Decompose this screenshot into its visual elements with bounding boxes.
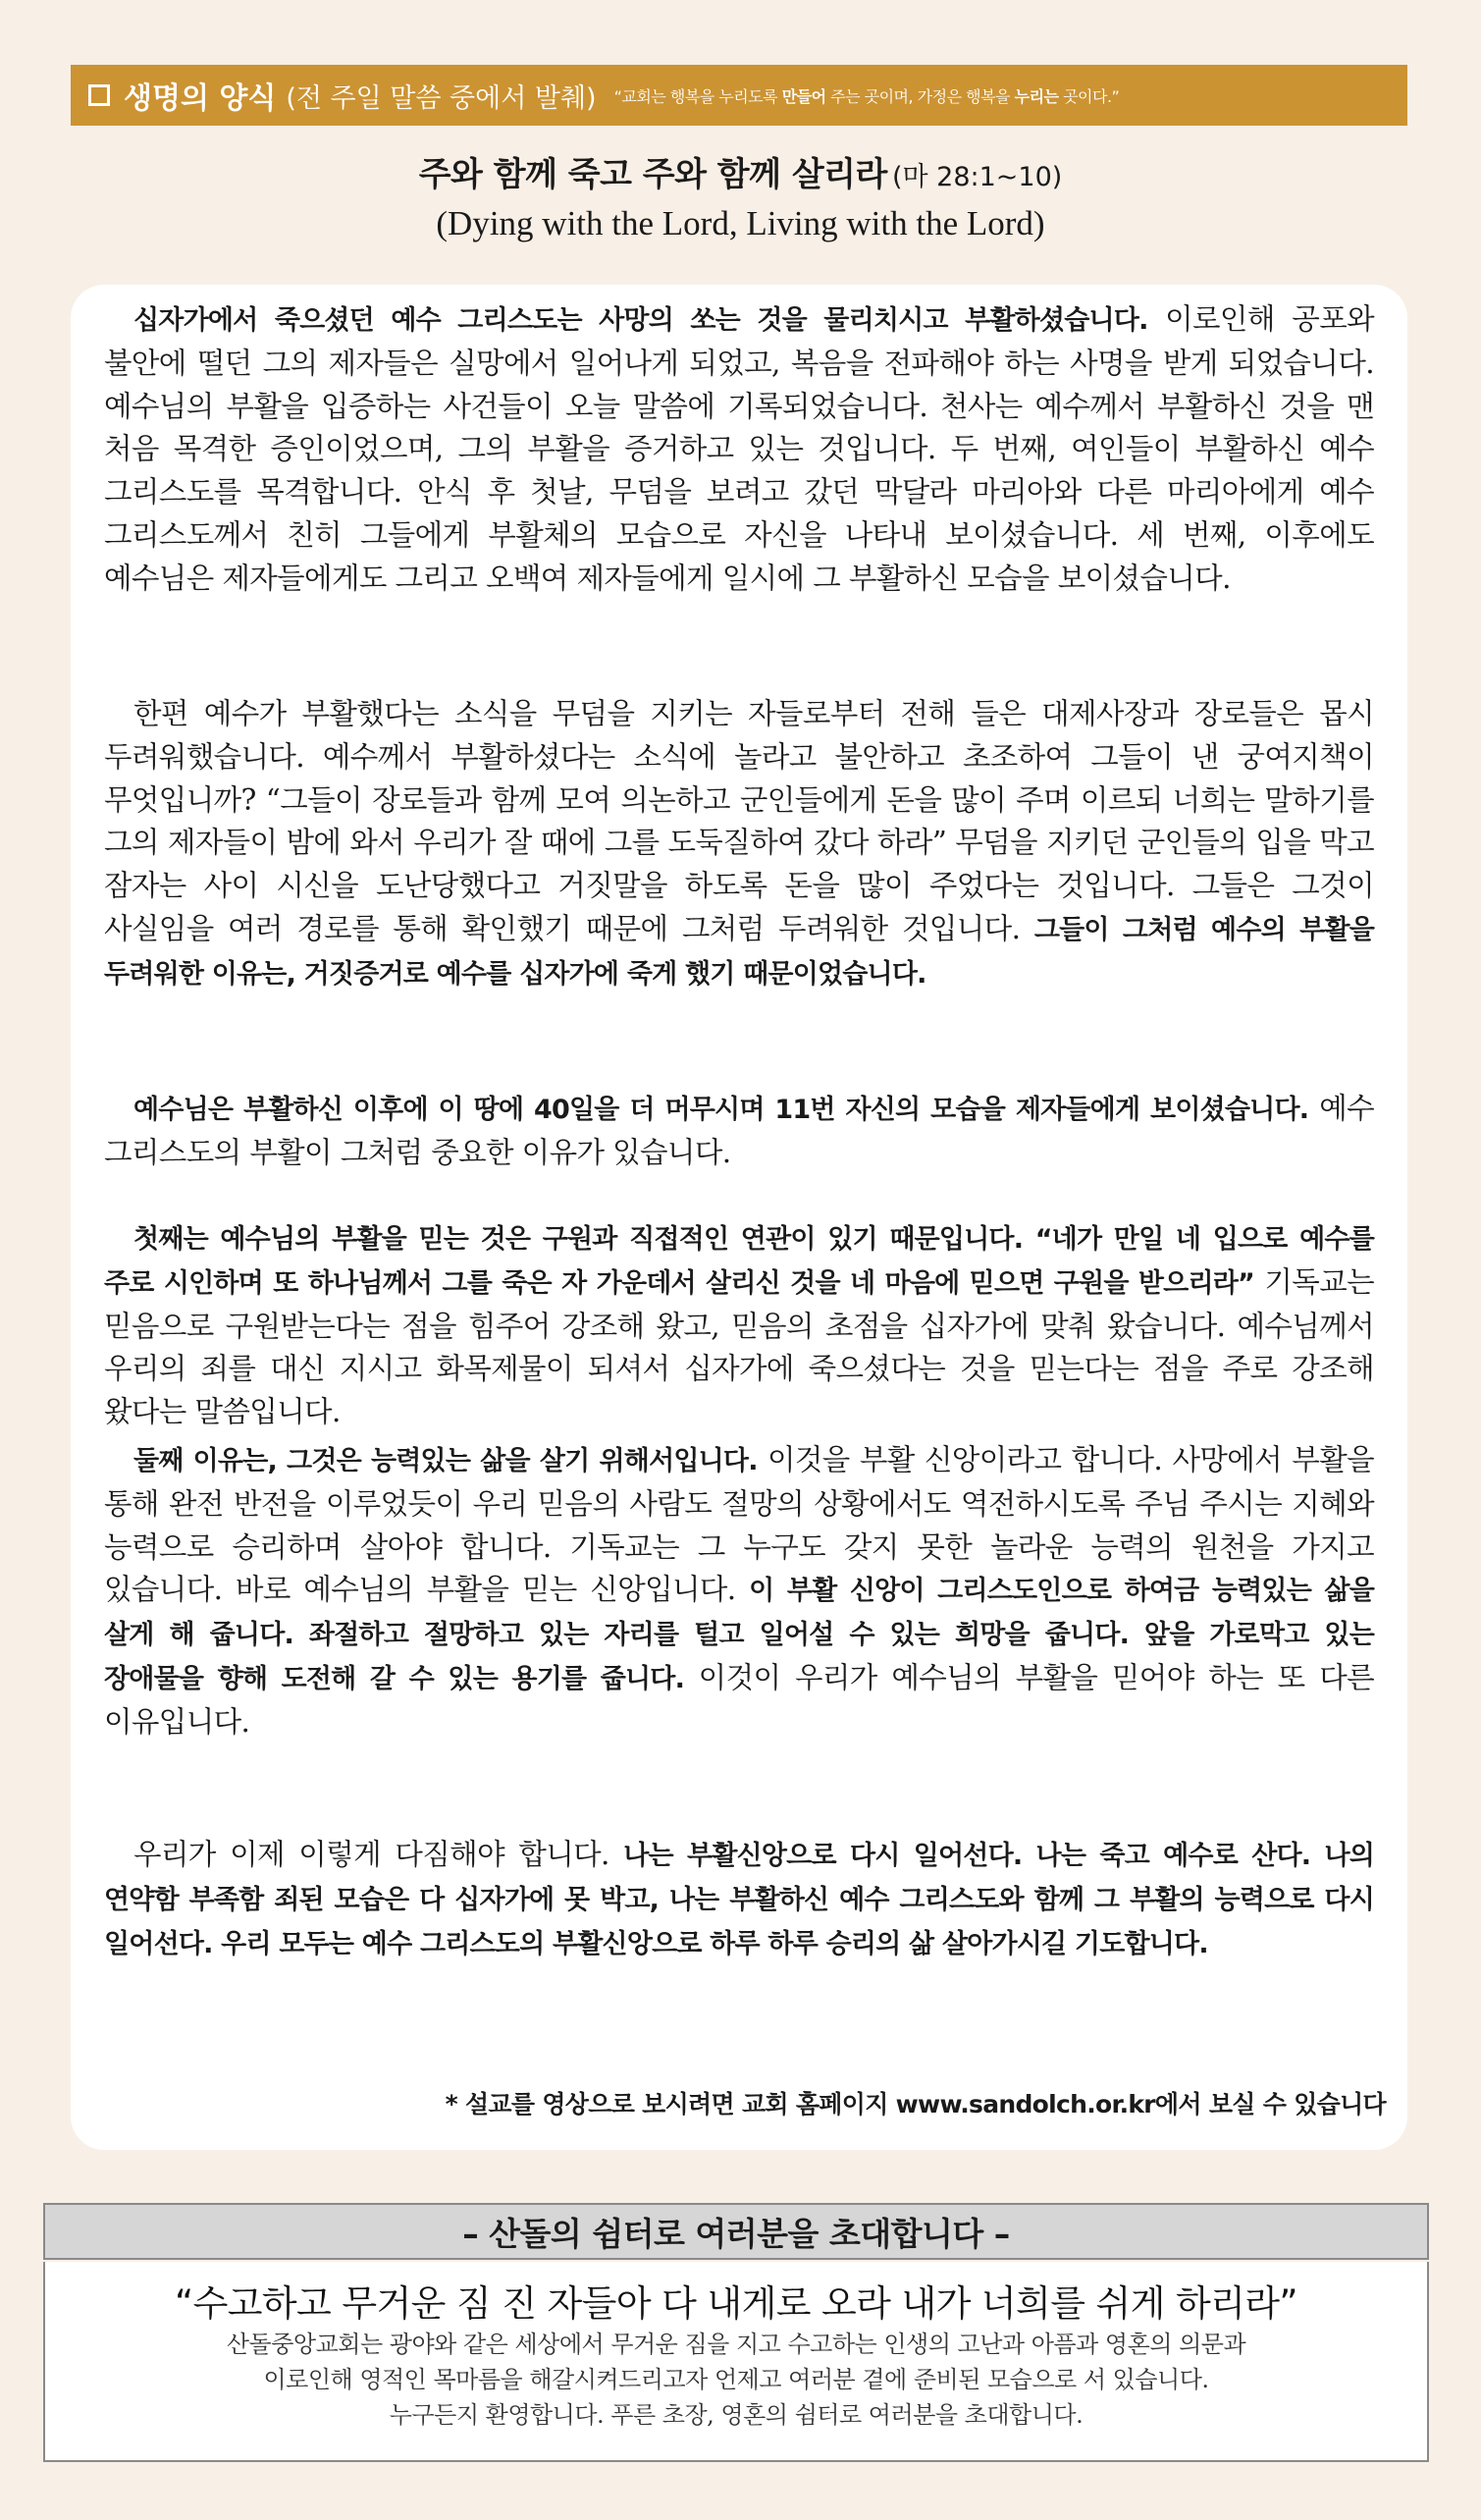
- paragraph-2: 한편 예수가 부활했다는 소식을 무덤을 지키는 자들로부터 전해 들은 대제사장과 장로들은 몹시 두려워했습니다. 예수께서 부활하셨다는 소식에 놀라고 불안하고 초조하여 그들이 낸 궁여지책이 무엇입니까? “그들이 장로들과 함께 모여 의논하고 군인들에게 돈을 많이 주며 이르되 너희는 말하기를 그의 제자들이 밤에 와서 우리가 잘 때에 그를 도둑질하여 갔다 하라” 무덤을 지키던 군인들의 입을 막고 잠자는 사이 시신을 도난당했다고 거짓말을 하도록 돈을 많이 주었다는 것입니다. 그들은 그것이 사실임을 여러 경로를 통해 확인했기 때문에 그처럼 두려워한 것입니다. 그들이 그처럼 예수의 부활을 두려워한 이유는, 거짓증거로 예수를 십자가에 죽게 했기 때문이었습니다.: [104, 697, 1374, 990]
- paragraph-1: 십자가에서 죽으셨던 예수 그리스도는 사망의 쏘는 것을 물리치시고 부활하셨습니다. 이로인해 공포와 불안에 떨던 그의 제자들은 실망에서 일어나게 되었고, 복음을 전파해야 하는 사명을 받게 되었습니다. 예수님의 부활을 입증하는 사건들이 오늘 말씀에 기록되었습니다. 천사는 예수께서 부활하신 것을 맨 처음 목격한 증인이었으며, 그의 부활을 증거하고 있는 것입니다. 두 번째, 여인들이 부활하신 예수 그리스도를 목격합니다. 안식 후 첫날, 무덤을 보려고 갔던 막달라 마리아와 다른 마리아에게 예수 그리스도께서 친히 그들에게 부활체의 모습으로 자신을 나타내 보이셨습니다. 세 번째, 이후에도 예수님은 제자들에게도 그리고 오백여 제자들에게 일시에 그 부활하신 모습을 보이셨습니다.: [104, 302, 1375, 595]
- sermon-title-english: (Dying with the Lord, Living with the Lord): [436, 204, 1045, 242]
- invite-line-1: 산돌중앙교회는 광야와 같은 세상에서 무거운 짐을 지고 수고하는 인생의 고난과 아픔과 영혼의 의문과: [226, 2331, 1246, 2358]
- paragraph-5: 둘째 이유는, 그것은 능력있는 삶을 살기 위해서입니다. 이것을 부활 신앙이라고 합니다. 사망에서 부활을 통해 완전 반전을 이루었듯이 우리 믿음의 사람도 절망의 상황에서도 역전하시도록 주님 주시는 지혜와 능력으로 승리하며 살아야 합니다. 기독교는 그 누구도 갖지 못한 놀라운 능력의 원천을 가지고 있습니다. 바로 예수님의 부활을 믿는 신앙입니다. 이 부활 신앙이 그리스도인으로 하여금 능력있는 삶을 살게 해 줍니다. 좌절하고 절망하고 있는 자리를 털고 일어설 수 있는 희망을 줍니다. 앞을 가로막고 있는 장애물을 향해 도전해 갈 수 있는 용기를 줍니다. 이것이 우리가 예수님의 부활을 믿어야 하는 또 다른 이유입니다.: [104, 1443, 1374, 1739]
- sermon-content-card: [71, 285, 1407, 2150]
- section-subtitle: (전 주일 말씀 중에서 발췌): [286, 82, 597, 114]
- invite-box: [43, 2262, 1429, 2462]
- paragraph-4: 첫째는 예수님의 부활을 믿는 것은 구원과 직접적인 연관이 있기 때문입니다. “네가 만일 네 입으로 예수를 주로 시인하며 또 하나님께서 그를 죽은 자 가운데서 살리신 것을 네 마음에 믿으면 구원을 받으리라” 기독교는 믿음으로 구원받는다는 점을 힘주어 강조해 왔고, 믿음의 초점을 십자가에 맞춰 왔습니다. 예수님께서 우리의 죄를 대신 지시고 화목제물이 되셔서 십자가에 죽으셨다는 것을 믿는다는 점을 주로 강조해 왔다는 말씀입니다.: [104, 1224, 1375, 1429]
- sermon-title: 주와 함께 죽고 주와 함께 살리라: [418, 155, 887, 194]
- checkbox-square-icon: [88, 84, 110, 106]
- invite-heading: – 산돌의 쉼터로 여러분을 초대합니다 –: [43, 2203, 1429, 2260]
- invite-line-2: 이로인해 영적인 목마름을 해갈시켜드리고자 언제고 여러분 곁에 준비된 모습으로 서 있습니다.: [263, 2366, 1209, 2393]
- church-motto: “교회는 행복을 누리도록 만들어 주는 곳이며, 가정은 행복을 누리는 곳이다.”: [613, 86, 1120, 106]
- paragraph-6: 우리가 이제 이렇게 다짐해야 합니다. 나는 부활신앙으로 다시 일어선다. 나는 죽고 예수로 산다. 나의 연약함 부족함 죄된 모습은 다 십자가에 못 박고, 나는 부활하신 예수 그리스도와 함께 그 부활의 능력으로 다시 일어선다. 우리 모두는 예수 그리스도의 부활신앙으로 하루 하루 승리의 삶 살아가시길 기도합니다.: [104, 1838, 1375, 1959]
- paragraph-3: 예수님은 부활하신 이후에 이 땅에 40일을 더 머무시며 11번 자신의 모습을 제자들에게 보이셨습니다. 예수 그리스도의 부활이 그처럼 중요한 이유가 있습니다.: [104, 1092, 1374, 1169]
- invite-line-3: 누구든지 환영합니다. 푸른 초장, 영혼의 쉼터로 여러분을 초대합니다.: [389, 2401, 1084, 2429]
- sermon-title-line: [0, 147, 1481, 195]
- scripture-reference: (마 28:1~10): [891, 162, 1063, 192]
- invite-quote: “수고하고 무거운 짐 진 자들아 다 내게로 오라 내가 너희를 쉬게 하리라”: [175, 2282, 1297, 2325]
- section-name: 생명의 양식: [124, 81, 277, 116]
- video-footnote: * 설교를 영상으로 보시려면 교회 홈페이지 www.sandolch.or.kr에서 보실 수 있습니다: [445, 2090, 1386, 2118]
- section-header-bar: [71, 65, 1407, 126]
